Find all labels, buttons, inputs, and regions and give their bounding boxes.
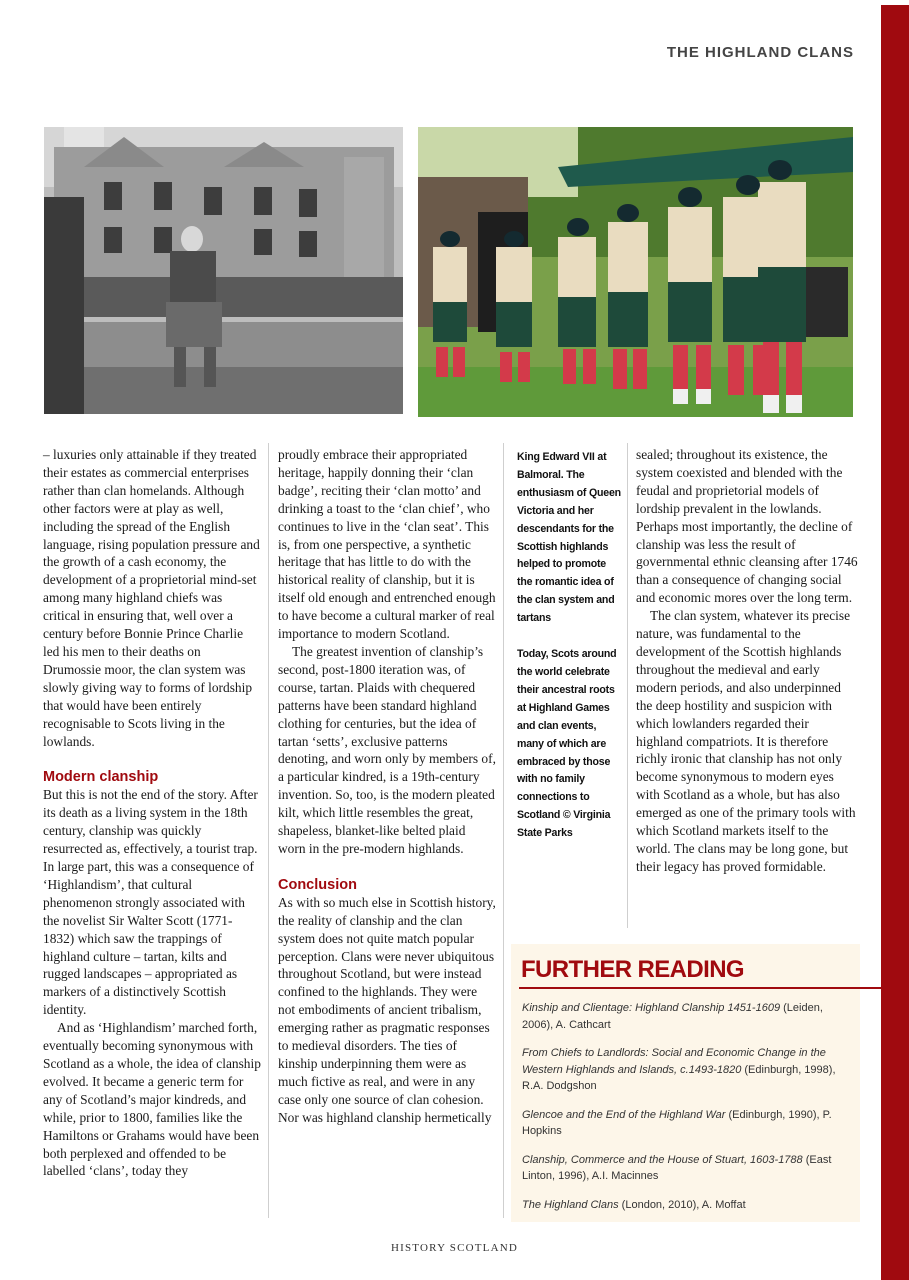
column-4 [636,446,858,876]
photo-pipe-band-graphic [418,127,853,417]
column-divider [627,443,628,928]
column-divider [268,443,269,1218]
column-divider [503,443,504,1218]
photo-king-edward-graphic [44,127,403,414]
reading-title: From Chiefs to Landlords: Social and Economic Change in the Western Highlands and Islands, c.1493-1820 [522,1047,826,1076]
photo-pipe-band [418,127,853,417]
paragraph: The clan system, whatever its precise nature, was fundamental to the development of the Scottish highlands throughout the medieval and early modern periods, and also underpinned the deep hostility and suspicion with which lowlanders regarded their highland compatriots. It is therefore richly ironic that clanship has not only become synonymous to modern eyes with Scotland as a whole, but has also emerged as one of the primary tools with which Scotland markets itself to the world. The clans may be long gone, but their legacy has proved formidable. [636,608,856,874]
reading-title: The Highland Clans [522,1198,619,1211]
reading-item [522,1000,854,1033]
reading-details: (Edinburgh, 1998), R.A. Dodgshon [522,1063,836,1092]
photo-king-edward [44,127,403,414]
paragraph: And as ‘Highlandism’ marched forth, eventually becoming synonymous with Scotland as a whole, the idea of clanship evolved. It became a generic term for any of Scotland’s major kindreds, and while, prior to 1800, families like the Hamiltons or Grahams would have been both perplexed and offended to be labelled ‘clans’, today they [43,1020,261,1179]
reading-details: (East Linton, 1996), A.I. Macinnes [522,1153,832,1182]
reading-details: (Edinburgh, 1990), P. Hopkins [522,1108,832,1137]
reading-title: Kinship and Clientage: Highland Clanship 1451-1609 [522,1002,781,1014]
running-head: THE HIGHLAND CLANS [666,44,854,61]
column-1 [43,446,261,1180]
page-edge-bar [881,5,909,1280]
photo-captions [517,449,621,861]
paragraph: As with so much else in Scottish history, the reality of clanship and the clan system does not quite match popular perception. Clans were never ubiquitous throughout Scotland, but were instead confined to the highlands. They were not embodiments of ancient tribalism, emerging rather as pragmatic responses to medieval disorders. The ties of kinship underpinning them were as much fictive as real, and were in any case only one source of clan cohesion. Nor was highland clanship hermetically [278,894,496,1125]
paragraph: proudly embrace their appropriated heritage, happily donning their ‘clan badge’, reciting their ‘clan motto’ and drinking a toast to the ‘clan chief’, who continues to live in the ‘clan seat’. This is, from one perspective, a synthetic heritage that has little to do with the historical reality of clanship, but it is itself old enough and entrenched enough to have become a cultural marker of real importance to modern Scotland. [278,447,496,642]
further-reading-box [511,944,860,1222]
paragraph: – luxuries only attainable if they treated their estates as commercial enterprises rather than clan homelands. Although other factors were at play as well, including the spread of the English language, rising population pressure and the growth of a cash economy, the development of a proprietorial mind-set among many highland chiefs was critical in ensuring that, well over a century before Bonnie Prince Charlie led his men to their deaths on Drumossie moor, the clan system was slowly giving way to forms of lordship that would have been entirely recognisable to Scots living in the lowlands. [43,447,260,749]
page-footer: HISTORY SCOTLAND [390,1242,519,1254]
caption-right-photo: Today, Scots around the world celebrate their ancestral roots at Highland Games and clan events, many of which are embraced by those with no family connections to Scotland © Virginia State Parks [517,648,617,840]
paragraph: The greatest invention of clanship’s second, post-1800 iteration was, of course, tartan. Plaids with chequered patterns have been standard highland clothing for centuries, but the idea of tartan ‘setts’, exclusive patterns denoting, and worn only by members of, a particular kindred, is a 19th-century invention. So, too, is the modern pleated kilt, which little resembles the great, shapeless, blanket-like belted plaid worn in the pre-modern highlands. [278,643,496,856]
reading-title: Clanship, Commerce and the House of Stuart, 1603-1788 [522,1153,803,1166]
section-heading-modern-clanship: Modern clanship [43,769,159,786]
paragraph: sealed; throughout its existence, the system coexisted and blended with the feudal and proprietorial models of lordship prevalent in the lowlands. Perhaps most importantly, the decline of clanship was less the result of governmental ethnic cleansing after 1746 than a consequence of changing social and economic mores over the long term. [636,447,858,606]
reading-title: Glencoe and the End of the Highland War [522,1108,726,1121]
caption-left-photo: King Edward VII at Balmoral. The enthusiasm of Queen Victoria and her descendants for the Scottish highlands helped to promote the romantic idea of the clan system and tartans [517,451,621,625]
reading-details: (London, 2010), A. Moffat [618,1198,746,1211]
further-reading-title: FURTHER READING [521,956,744,983]
further-reading-rule [519,987,881,989]
column-2 [278,446,496,1127]
reading-details: (Leiden, 2006), A. Cathcart [522,1002,823,1031]
reading-item [522,1152,854,1185]
further-reading-list [522,1000,854,1225]
paragraph: But this is not the end of the story. After its death as a living system in the 18th century, clanship was quickly resurrected as, effectively, a tourist trap. In large part, this was a consequence of ‘Highlandism’, that cultural phenomenon strongly associated with the novelist Sir Walter Scott (1771-1832) which saw the trappings of highland culture – tartan, kilts and rugged landscapes – appropriated as markers of a distinctively Scottish identity. [43,787,258,1018]
reading-item [522,1045,854,1095]
reading-item [522,1197,854,1214]
section-heading-conclusion: Conclusion [278,876,357,893]
reading-item [522,1107,854,1140]
